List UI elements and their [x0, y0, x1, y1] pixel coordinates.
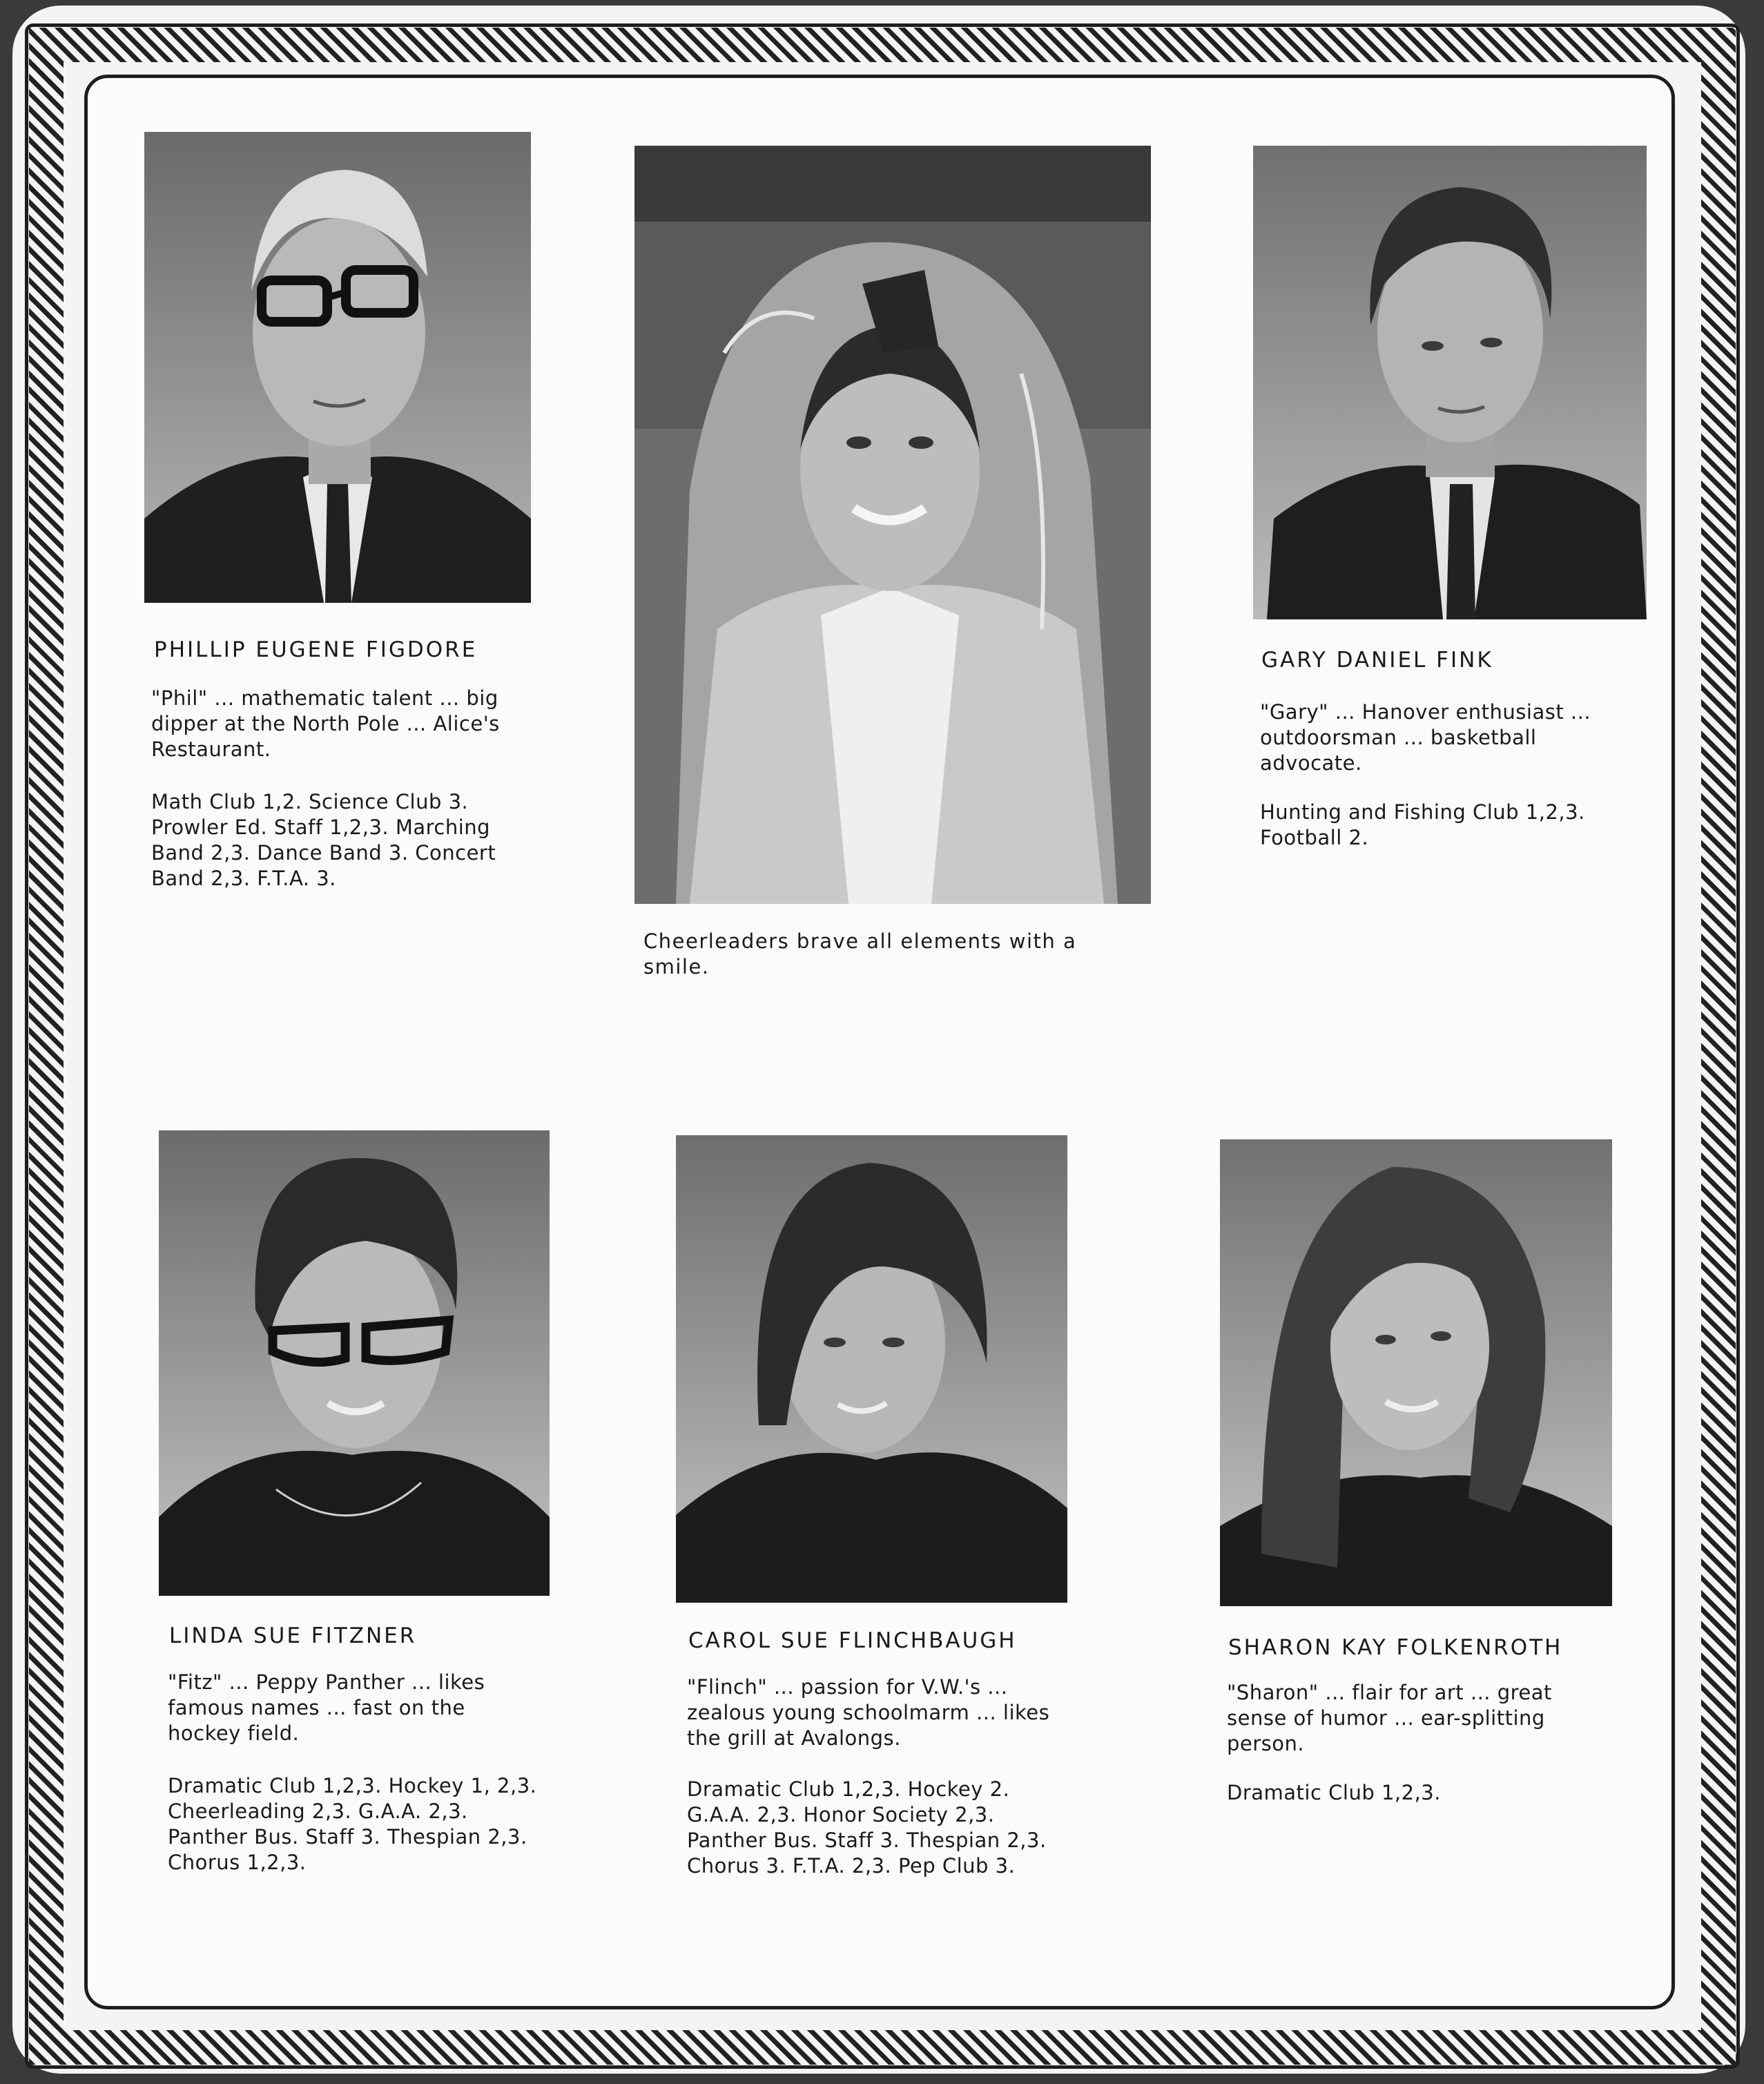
student-activities-fink: Hunting and Fishing Club 1,2,3. Football 2.: [1260, 800, 1585, 849]
portrait-photo-fitzner: [159, 1130, 550, 1596]
student-activities-flinchbaugh: Dramatic Club 1,2,3. Hockey 2. G.A.A. 2,3. Honor Society 2,3. Panther Bus. Staff 3. Thespian 2,3. Chorus 3. F.T.A. 2,3. Pep Club 3.: [687, 1777, 1047, 1878]
student-name-figdore: PHILLIP EUGENE FIGDORE: [154, 637, 478, 662]
candid-cheerleader-photo: [634, 146, 1151, 904]
student-name-flinchbaugh: CAROL SUE FLINCHBAUGH: [688, 1628, 1017, 1653]
student-activities-folkenroth: Dramatic Club 1,2,3.: [1227, 1781, 1441, 1804]
student-name-fink: GARY DANIEL FINK: [1261, 648, 1493, 673]
candid-caption: Cheerleaders brave all elements with a smile.: [643, 929, 1077, 978]
student-quote-folkenroth: "Sharon" ... flair for art ... great sense of humor ... ear-splitting person.: [1227, 1681, 1552, 1755]
content-frame: [84, 75, 1675, 2009]
student-quote-figdore: "Phil" ... mathematic talent ... big dipper at the North Pole ... Alice's Restaurant.: [151, 686, 500, 761]
student-quote-flinchbaugh: "Flinch" ... passion for V.W.'s ... zealous young schoolmarm ... likes the grill at Avalongs.: [687, 1675, 1050, 1750]
portrait-male-glasses: [144, 132, 531, 603]
portrait-female-long-hair: [1220, 1139, 1612, 1606]
portrait-female: [676, 1135, 1067, 1603]
student-activities-fitzner: Dramatic Club 1,2,3. Hockey 1, 2,3. Cheerleading 2,3. G.A.A. 2,3. Panther Bus. Staff 3. Thespian 2,3. Chorus 1,2,3.: [168, 1774, 537, 1874]
portrait-male: [1253, 146, 1647, 619]
portrait-female-glasses: [159, 1130, 550, 1596]
student-quote-fink: "Gary" ... Hanover enthusiast ... outdoorsman ... basketball advocate.: [1260, 700, 1591, 775]
cheerleader-in-raincoat: [634, 146, 1151, 904]
student-name-fitzner: LINDA SUE FITZNER: [169, 1623, 417, 1648]
student-quote-fitzner: "Fitz" ... Peppy Panther ... likes famous names ... fast on the hockey field.: [168, 1670, 485, 1745]
portrait-photo-flinchbaugh: [676, 1135, 1067, 1603]
student-activities-figdore: Math Club 1,2. Science Club 3. Prowler Ed. Staff 1,2,3. Marching Band 2,3. Dance Band 3. Concert Band 2,3. F.T.A. 3.: [151, 790, 496, 890]
portrait-photo-figdore: [144, 132, 531, 603]
portrait-photo-folkenroth: [1220, 1139, 1612, 1606]
portrait-photo-fink: [1253, 146, 1647, 619]
student-name-folkenroth: SHARON KAY FOLKENROTH: [1228, 1635, 1563, 1660]
